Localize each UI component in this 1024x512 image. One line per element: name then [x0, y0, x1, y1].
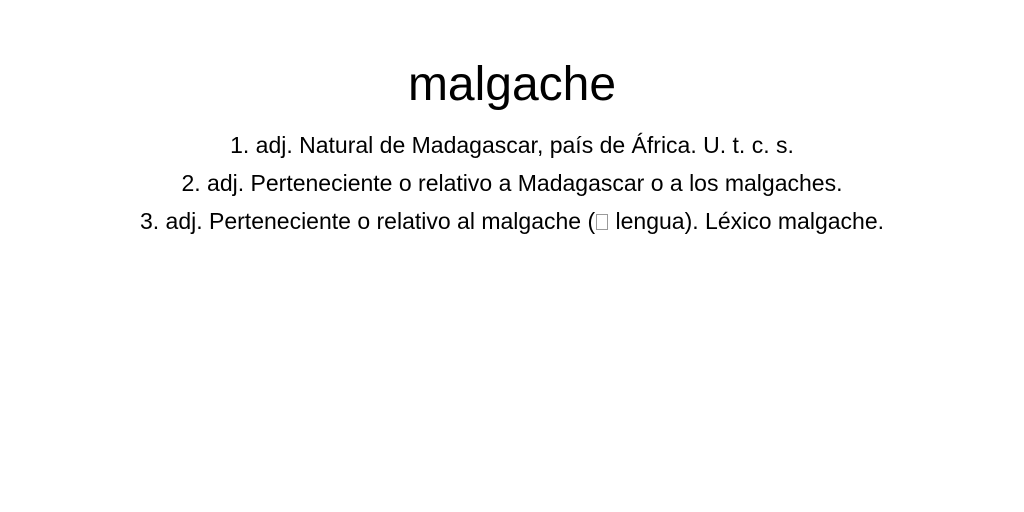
missing-glyph-icon: [596, 214, 608, 230]
sense-3-text-after: lengua). Léxico malgache.: [609, 208, 885, 234]
headword: malgache: [407, 58, 617, 111]
sense-list: [140, 126, 884, 240]
sense-1: 1. adj. Natural de Madagascar, país de África. U. t. c. s.: [230, 132, 794, 158]
sense-3: [140, 202, 884, 240]
sense-2: 2. adj. Perteneciente o relativo a Madagascar o a los malgaches.: [181, 170, 843, 196]
sense-3-text-before: 3. adj. Perteneciente o relativo al malgache (: [139, 208, 596, 234]
